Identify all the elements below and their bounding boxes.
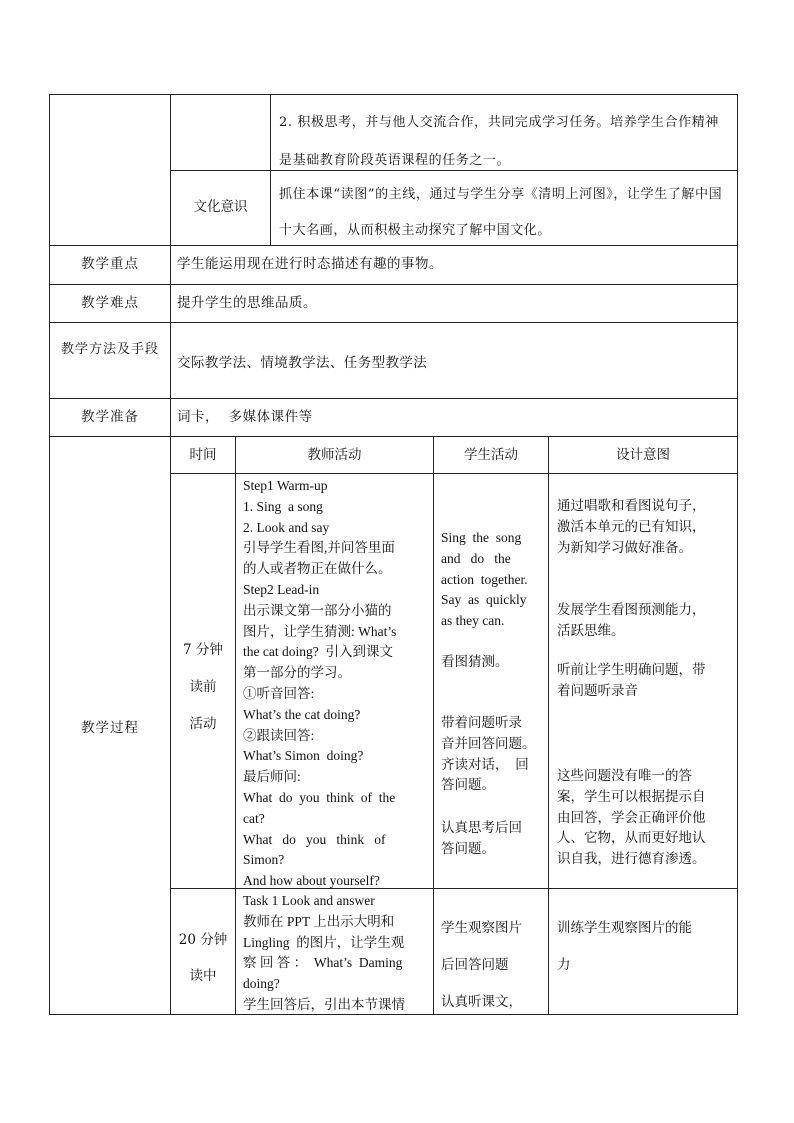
s2-student-line: 认真听课文， (441, 994, 522, 1009)
cooperation-objective-text: 2. 积极思考，并与他人交流合作，共同完成学习任务。培养学生合作精神是基础教育阶段英语课程的任务之一。 (279, 115, 719, 168)
s1-student-a-line: as they can. (441, 613, 505, 629)
s1-student-c-line: 带着问题听录 (441, 715, 522, 730)
s1-teacher-line: 出示课文第一部分小猫的 (243, 602, 392, 618)
s1-teacher-line: 的人或者物正在做什么。 (243, 561, 392, 577)
stage1-intent-predict (557, 600, 733, 642)
s1-teacher-line: ①听音回答: (243, 685, 315, 701)
s2-teacher-line: Task 1 Look and answer (243, 893, 375, 908)
difficult-point-text: 提升学生的思维品质。 (177, 295, 317, 311)
s1-teacher-line: What’s Simon doing? (243, 748, 364, 764)
s1-teacher-line: the cat doing? 引入到课文 (243, 644, 393, 660)
line-teacher-col (433, 436, 434, 1015)
stage2-student-activity (441, 909, 547, 1020)
stage1-student-activity-think (441, 818, 547, 860)
s2-teacher-line: 教师在 PPT 上出示大明和 (243, 913, 395, 929)
s2-teacher-line: 察 回 答 ： What’s Daming (243, 955, 403, 971)
line-difficult-top (49, 284, 738, 285)
header-time: 时间 (189, 447, 217, 463)
stage1-phase: 读前 (189, 679, 217, 695)
line-prep-top (49, 398, 738, 399)
s1-intent-d-line: 这些问题没有唯一的答 (557, 768, 692, 783)
s2-student-line: 学生观察图片 (441, 920, 522, 935)
s1-intent-d-line: 识自我，进行德育渗透。 (557, 851, 706, 867)
s1-student-d-line: 答问题。 (441, 840, 495, 856)
border-left (49, 94, 50, 1015)
s1-intent-a-line: 为新知学习做好准备。 (557, 539, 692, 555)
s1-teacher-line: ②跟读回答: (243, 727, 315, 743)
s1-student-c-line: 齐读对话， 回 (441, 756, 529, 772)
line-method-top (49, 322, 738, 323)
header-design-intent: 设计意图 (616, 447, 670, 463)
s1-student-c-line: 音并回答问题。 (441, 735, 536, 751)
s1-teacher-line: Step1 Warm-up (243, 478, 328, 493)
stage1-student-activity-listen (441, 713, 547, 796)
s1-student-a-line: and do the (441, 550, 511, 566)
s1-intent-c-line: 听前让学生明确问题，带 (557, 662, 706, 677)
s1-teacher-line: What’s the cat doing? (243, 706, 361, 722)
s2-intent-line: 力 (557, 957, 571, 972)
s1-teacher-line: 图片，让学生猜测: What’s (243, 623, 397, 639)
header-teacher-activity: 教师活动 (307, 447, 362, 463)
stage2-phase: 读中 (189, 968, 217, 984)
stage2-teacher-activity (243, 891, 428, 1016)
s1-teacher-line: cat? (243, 810, 265, 826)
s1-intent-b-line: 发展学生看图预测能力， (557, 602, 706, 617)
teaching-method-text: 交际教学法、情境教学法、任务型教学法 (177, 355, 428, 371)
s1-student-c-line: 答问题。 (441, 777, 495, 793)
stage1-intent-moral (557, 766, 733, 870)
line-process-top (49, 436, 738, 437)
line-objective-col (270, 94, 271, 245)
stage2-time: 20 分钟 (178, 932, 228, 948)
line-student-col (548, 436, 549, 1015)
key-point-text: 学生能运用现在进行时态描述有趣的事物。 (177, 256, 443, 272)
stage1-student-activity-sing (441, 528, 541, 632)
s1-intent-d-line: 案，学生可以根据提示自 (557, 788, 706, 804)
s1-teacher-line: 最后师问: (243, 769, 301, 785)
s1-teacher-line: Step2 Lead-in (243, 581, 320, 597)
line-label-col (170, 94, 171, 1015)
s1-intent-d-line: 由回答，学会正确评价他 (557, 809, 706, 825)
header-student-activity: 学生活动 (464, 447, 518, 463)
s2-teacher-line: doing? (243, 976, 280, 992)
teaching-process-label: 教学过程 (81, 720, 139, 736)
stage1-phase-2: 活动 (189, 716, 217, 732)
teaching-method-label: 教学方法及手段 (60, 342, 159, 357)
s1-teacher-line: 2. Look and say (243, 519, 330, 535)
stage1-time: 7 分钟 (183, 642, 223, 658)
culture-awareness-label: 文化意识 (193, 199, 248, 215)
s1-intent-a-line: 激活本单元的已有知识， (557, 518, 706, 534)
stage2-intent (557, 909, 733, 983)
s1-student-a-line: Say as quickly (441, 592, 527, 608)
s1-teacher-line: 第一部分的学习。 (243, 665, 351, 681)
s2-teacher-line: 学生回答后，引出本节课情 (243, 996, 405, 1012)
s2-teacher-line: Lingling 的图片，让学生观 (243, 934, 405, 950)
s1-intent-a-line: 通过唱歌和看图说句子， (557, 498, 706, 513)
line-time-col (235, 436, 236, 1015)
culture-awareness-text: 抓住本课“读图”的主线，通过与学生分享《清明上河图》，让学生了解中国十大名画，从而积极主动探究了解中国文化。 (279, 187, 723, 238)
stage1-intent-warmup (557, 496, 733, 558)
s1-teacher-line: Simon? (243, 852, 285, 868)
key-point-label: 教学重点 (81, 256, 139, 272)
border-top (49, 94, 738, 95)
s2-student-line: 后回答问题 (441, 957, 509, 972)
s1-intent-c-line: 着问题听录音 (557, 682, 638, 698)
s1-intent-d-line: 人、它物，从而更好地认 (557, 830, 706, 846)
teaching-prep-label: 教学准备 (81, 409, 139, 425)
teaching-prep-text: 词卡， 多媒体课件等 (177, 409, 313, 425)
s1-teacher-line: 引导学生看图,并问答里面 (243, 540, 395, 556)
s1-student-a-line: Sing the song (441, 530, 522, 545)
s1-teacher-line: What do you think of the (243, 789, 396, 805)
stage1-student-activity-guess: 看图猜测。 (441, 654, 509, 670)
border-right (737, 94, 738, 1015)
s1-student-d-line: 认真思考后回 (441, 820, 522, 835)
s1-teacher-line: And how about yourself? (243, 873, 380, 889)
s1-intent-b-line: 活跃思维。 (557, 622, 625, 638)
stage1-intent-listen (557, 660, 733, 702)
s2-intent-line: 训练学生观察图片的能 (557, 920, 692, 935)
s1-student-a-line: action together. (441, 571, 528, 587)
difficult-point-label: 教学难点 (81, 295, 139, 311)
line-header-bottom (170, 473, 738, 474)
stage1-teacher-activity (243, 476, 428, 892)
s1-teacher-line: 1. Sing a song (243, 498, 323, 514)
s1-teacher-line: What do you think of (243, 831, 386, 847)
